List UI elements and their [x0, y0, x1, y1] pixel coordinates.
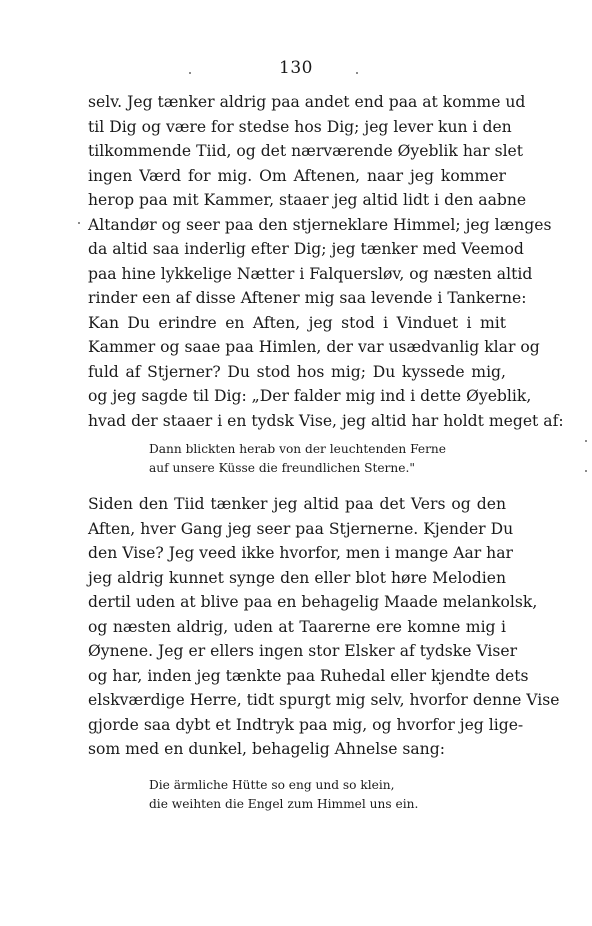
verse-quote-2 [149, 776, 489, 814]
text-line: elskværdige Herre, tidt spurgt mig selv, hvorfor denne Vise [88, 691, 560, 709]
text-line: den Vise? Jeg veed ikke hvorfor, men i mange Aar har [88, 544, 513, 562]
text-line: ingen Værd for mig. Om Aftenen, naar jeg kommer [88, 166, 506, 185]
text-line: og jeg sagde til Dig: „Der falder mig ind i dette Øyeblik, [88, 387, 532, 405]
verse-line: auf unsere Küsse die freundlichen Sterne." [149, 461, 415, 475]
text-line: Kammer og saae paa Himlen, der var usædvanlig klar og [88, 338, 540, 356]
verse-line: Die ärmliche Hütte so eng und so klein, [149, 778, 395, 792]
text-line: som med en dunkel, behagelig Ahnelse sang: [88, 740, 445, 758]
text-line: Aften, hver Gang jeg seer paa Stjernerne. Kjender Du [88, 519, 514, 538]
text-line: herop paa mit Kammer, staaer jeg altid lidt i den aabne [88, 191, 527, 209]
text-line: og har, inden jeg tænkte paa Ruhedal eller kjendte dets [88, 666, 529, 685]
verse-line: die weihten die Engel zum Himmel uns ein. [149, 797, 419, 811]
print-speck [356, 72, 358, 74]
text-line: rinder een af disse Aftener mig saa levende i Tankerne: [88, 289, 527, 307]
text-line: paa hine lykkelige Nætter i Falquersløv, og næsten altid [88, 264, 533, 283]
text-line: selv. Jeg tænker aldrig paa andet end paa at komme ud [88, 93, 526, 111]
text-line: da altid saa inderlig efter Dig; jeg tænker med Veemod [88, 240, 524, 258]
text-line: Altandør og seer paa den stjerneklare Himmel; jeg længes [88, 215, 552, 234]
print-speck [189, 72, 191, 74]
paragraph-1 [88, 90, 564, 433]
print-speck [585, 470, 587, 472]
text-line: hvad der staaer i en tydsk Vise, jeg altid har holdt meget af: [88, 411, 564, 430]
text-line: til Dig og være for stedse hos Dig; jeg lever kun i den [88, 117, 512, 136]
text-line: dertil uden at blive paa en behagelig Maade melankolsk, [88, 593, 538, 611]
page-number: 130 [279, 58, 313, 78]
text-line: og næsten aldrig, uden at Taarerne ere komne mig i [88, 617, 506, 636]
text-line: jeg aldrig kunnet synge den eller blot høre Melodien [88, 568, 506, 587]
text-line: Øynene. Jeg er ellers ingen stor Elsker af tydske Viser [88, 642, 518, 660]
text-line: fuld af Stjerner? Du stod hos mig; Du kyssede mig, [88, 362, 506, 381]
print-speck [78, 222, 80, 224]
text-line: Siden den Tiid tænker jeg altid paa det Vers og den [88, 495, 506, 513]
print-speck [585, 440, 587, 442]
text-line: Kan Du erindre en Aften, jeg stod i Vinduet i mit [88, 313, 506, 332]
verse-line: Dann blickten herab von der leuchtenden Ferne [149, 442, 446, 456]
verse-quote-1 [149, 440, 489, 478]
paragraph-2 [88, 492, 560, 762]
text-line: gjorde saa dybt et Indtryk paa mig, og hvorfor jeg lige- [88, 715, 524, 734]
text-line: tilkommende Tiid, og det nærværende Øyeblik har slet [88, 142, 524, 160]
